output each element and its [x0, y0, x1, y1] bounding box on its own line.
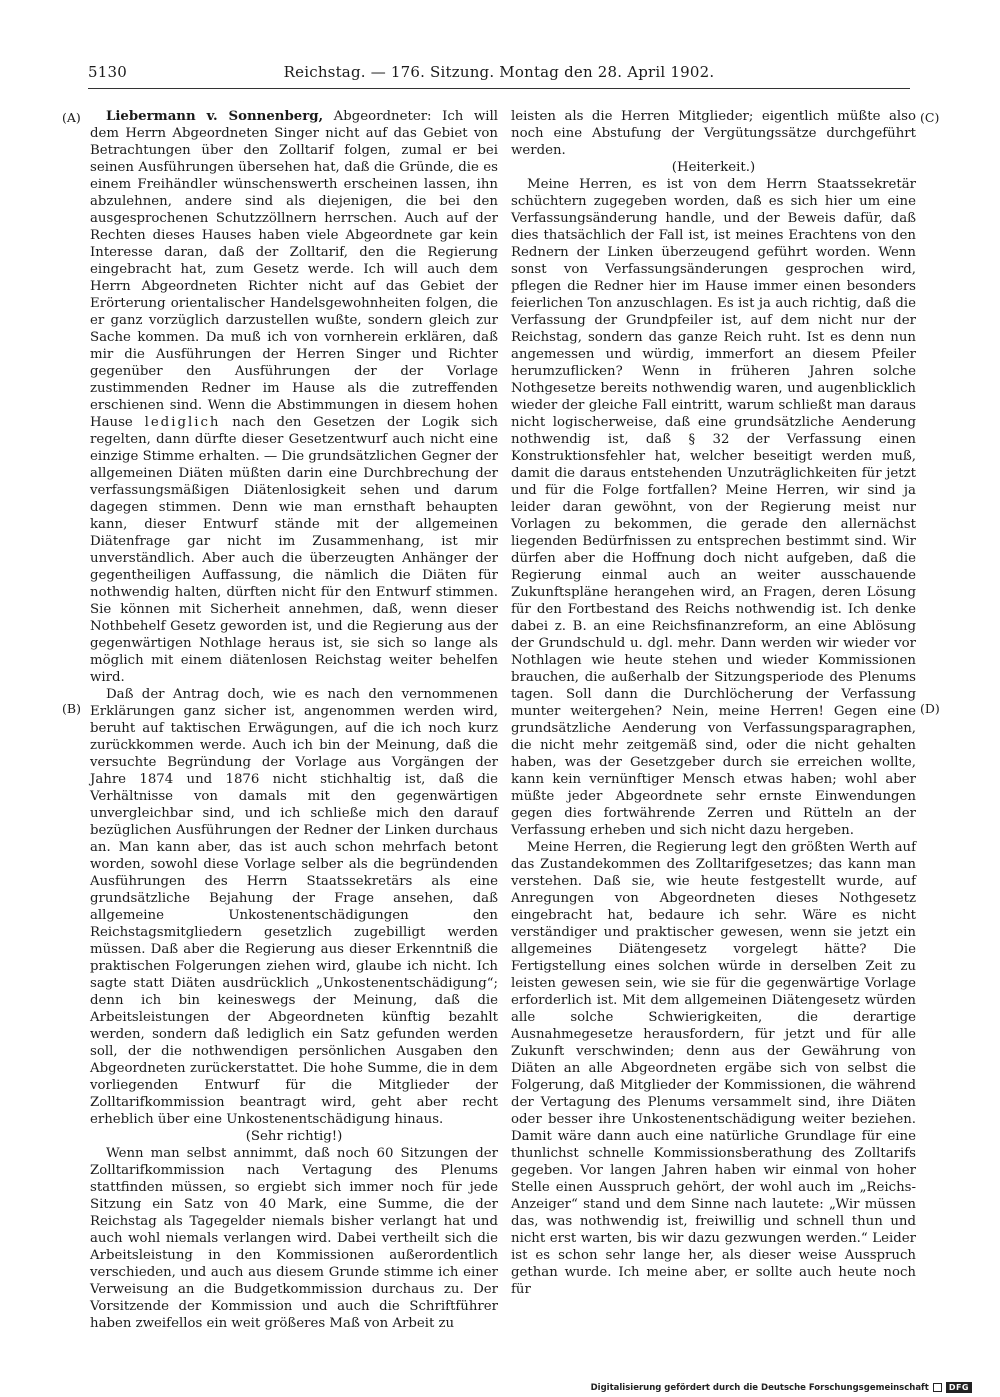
paragraph: leisten als die Herren Mitglieder; eigentlich müßte also noch eine Abstufung der Vergütungssätze durchgeführt werden.: [511, 109, 916, 158]
margin-marker-d: (D): [920, 701, 940, 716]
margin-marker-b: (B): [62, 701, 81, 716]
dfg-logo: DFG: [946, 1382, 972, 1393]
paragraph: Meine Herren, die Regierung legt den größten Werth auf das Zustandekommen des Zolltarifgesetzes; das kann man verstehen. Daß sie, wie heute festgestellt wurde, auf Anregungen von Abgeordneten dieses Nothgesetz eingebracht hat, bedaure ich sehr. Wäre es nicht verständiger und praktischer gewesen, wenn sie jetzt ein allgemeines Diätengesetz vorgelegt hätte? Die Fertigstellung eines solchen würde in derselben Zeit zu leisten gewesen sein, wie sie für die gegenwärtige Vorlage erforderlich ist. Mit dem allgemeinen Diätengesetz würden alle solche Schwierigkeiten, die derartige Ausnahmegesetze herausfordern, für jetzt und für alle Zukunft verschwinden; denn aus der Gewährung von Diäten an alle Abgeordneten ergäbe sich von selbst die Folgerung, daß Mitglieder der Kommissionen, die während der Vertagung des Plenums versammelt sind, ihre Diäten oder besser ihre Unkostenentschädigung weiter beziehen. Damit wäre dann auch eine natürliche Grundlage für eine thunlichst schnelle Kommissionsberathung des Zolltarifs gegeben. Vor langen Jahren haben wir einmal von hoher Stelle einen Ausspruch gehört, der wohl auch im „Reichs-Anzeiger“ stand und dem Sinne nach lautete: „Wir müssen das, was nothwendig ist, freiwillig und schnell thun und nicht erst warten, bis wir dazu gezwungen werden.“ Leider ist es schon sehr lange her, als dieser weise Ausspruch gethan wurde. Ich meine aber, er sollte auch heute noch für: [511, 840, 916, 1297]
paragraph-text: Abgeordneter: Ich will dem Herrn Abgeordneten Singer nicht auf das Gebiet von Betrachtungen über den Zolltarif folgen, zumal er bei seinen Ausführungen übersehen hat, daß die Gründe, die es einem Freihändler wünschenswerth erscheinen lassen, ihn abzulehnen, andere sind als diejenigen, die bei den ausgesprochenen Schutzzöllnern herrschen. Auch auf der Rechten dieses Hauses haben viele Abgeordnete gar kein Interesse daran, daß der Zolltarif, den die Regierung eingebracht hat, zum Gesetz werde. Ich will auch dem Herrn Abgeordneten Richter nicht auf das Gebiet der Erörterung orientalischer Handelsgewohnheiten folgen, die er ganz vorzüglich darzustellen wußte, sondern gleich zur Sache kommen. Da muß ich von vornherein erklären, daß mir die Ausführungen der Herren Singer und Richter gegenüber den Ausführungen der der Vorlage zustimmenden Redner im Hause als die zutreffenden erschienen sind. Wenn die Abstimmungen in diesem hohen Hause: [90, 109, 498, 430]
paragraph: Meine Herren, es ist von dem Herrn Staatssekretär schüchtern zugegeben worden, daß es sich hier um eine Verfassungsänderung handle, und der Beweis dafür, daß dies thatsächlich der Fall ist, ist meines Erachtens von den Rednern der Linken überzeugend geführt worden. Wenn sonst von Verfassungsänderungen gesprochen wird, pflegen die Redner hier im Hause immer einen besonders feierlichen Ton anzuschlagen. Es ist ja auch richtig, daß die Verfassung der Grundpfeiler ist, auf dem nicht nur der Reichstag, sondern das ganze Reich ruht. Ist es denn nun angemessen und würdig, immerfort an diesem Pfeiler herumzuflicken? Wenn in früheren Jahren solche Nothgesetze bereits nothwendig waren, und augenblicklich wieder der gleiche Fall eintritt, warum schließt man daraus nicht logischerweise, daß eine grundsätzliche Aenderung nothwendig ist, daß § 32 der Verfassung einen Konstruktionsfehler hat, welcher beseitigt werden muß, damit die daraus entstehenden Unzuträglichkeiten für jetzt und für die Folge fortfallen? Meine Herren, wir sind ja leider daran gewöhnt, von der Regierung meist nur Vorlagen zu bekommen, die gerade den allernächst liegenden Bedürfnissen zu entsprechen bestimmt sind. Wir dürfen aber die Hoffnung doch nicht aufgeben, daß die Regierung einmal auch an weiter ausschauende Zukunftspläne herangehen wird, an Fragen, deren Lösung für den Fortbestand des Reichs nothwendig ist. Ich denke dabei z. B. an eine Reichsfinanzreform, an eine Ablösung der Grundschuld u. dgl. mehr. Dann werden wir wieder vor Nothlagen wie heute stehen und wieder Kommissionen brauchen, die außerhalb der Sitzungsperiode des Plenums tagen. Soll dann die Durchlöcherung der Verfassung munter weitergehen? Nein, meine Herren! Gegen eine grundsätzliche Aenderung von Verfassungsparagraphen, die nicht mehr zeitgemäß sind, oder die nicht gehalten haben, was der Gesetzgeber durch sie erreichen wollte, kann kein vernünftiger Mensch etwas haben; wohl aber müßte jeder Abgeordnete sehr ernste Einwendungen gegen dies fortwährende Zerren und Rütteln an der Verfassung erheben und sich nicht dazu hergeben.: [511, 177, 916, 838]
emphasized-word: lediglich: [144, 415, 221, 430]
interjection: (Sehr richtig!): [245, 1129, 343, 1144]
footer: [591, 1382, 972, 1393]
paragraph-text: nach den Gesetzen der Logik sich regelten, dann dürfte dieser Gesetzentwurf auch nicht eine einzige Stimme erhalten. — Die grundsätzlichen Gegner der allgemeinen Diäten müßten darin eine Durchbrechung der verfassungsmäßigen Diätenlosigkeit sehen und darum dagegen stimmen. Denn wie man ernsthaft behaupten kann, dieser Entwurf stände mit der allgemeinen Diätenfrage gar nicht im Zusammenhang, ist mir unverständlich. Aber auch die überzeugten Anhänger der gegentheiligen Auffassung, die nämlich die Diäten für nothwendig halten, dürften nicht für den Entwurf stimmen. Sie können mit Sicherheit annehmen, daß, wenn dieser Nothbehelf Gesetz geworden ist, und die Regierung aus der gegenwärtigen Nothlage heraus ist, sie sich so lange als möglich mit einem diätenlosen Reichstag weiter behelfen wird.: [90, 415, 498, 685]
header-rule: [88, 88, 910, 89]
running-title: Reichstag. — 176. Sitzung. Montag den 28. April 1902.: [283, 63, 715, 81]
page-number: 5130: [88, 63, 127, 81]
speaker-name: Liebermann v. Sonnenberg,: [106, 109, 324, 124]
margin-marker-c: (C): [920, 110, 940, 125]
paragraph: Daß der Antrag doch, wie es nach den vernommenen Erklärungen ganz sicher ist, angenommen werden wird, beruht auf taktischen Erwägungen, auf die ich noch kurz zurückkommen werde. Auch ich bin der Meinung, daß die versuchte Begründung der Vorlage aus Vorgängen der Jahre 1874 und 1876 nicht stichhaltig ist, daß die Verhältnisse von damals mit den gegenwärtigen unvergleichbar sind, und ich schließe mich den darauf bezüglichen Ausführungen der Redner der Linken durchaus an. Man kann aber, das ist auch schon mehrfach betont worden, sowohl diese Vorlage selber als die begründenden Ausführungen des Herrn Staatssekretärs als eine grundsätzliche Bejahung der Frage ansehen, daß allgemeine Unkostenentschädigungen den Reichstagsmitgliedern gesetzlich zugebilligt werden müssen. Daß aber die Regierung aus dieser Erkenntniß die praktischen Folgerungen ziehen wird, glaube ich nicht. Ich sagte statt Diäten ausdrücklich „Unkostenentschädigung“; denn ich bin keineswegs der Meinung, daß die Arbeitsleistungen der Abgeordneten künftig bezahlt werden, sondern daß lediglich ein Satz gefunden werden soll, der die nothwendigen persönlichen Ausgaben den Abgeordneten zurückerstattet. Die hohe Summe, die in dem vorliegenden Entwurf für die Mitglieder der Zolltarifkommission beantragt wird, geht aber recht erheblich über eine Unkostenentschädigung hinaus.: [90, 687, 498, 1127]
paragraph: Wenn man selbst annimmt, daß noch 60 Sitzungen der Zolltarifkommission nach Vertagung des Plenums stattfinden müssen, so ergiebt sich immer noch für jede Sitzung ein Satz von 40 Mark, eine Summe, die der Reichstag als Tagegelder niemals bisher verlangt hat und auch wohl niemals verlangen wird. Dabei vertheilt sich die Arbeitsleistung in den Kommissionen außerordentlich verschieden, und auch aus diesem Grunde stimme ich einer Verweisung an die Budgetkommission durchaus zu. Der Vorsitzende der Kommission und auch die Schriftführer haben zweifellos ein weit größeres Maß von Arbeit zu: [90, 1146, 498, 1331]
margin-marker-a: (A): [62, 110, 81, 125]
left-column: [90, 108, 498, 1332]
right-column: [511, 108, 916, 1298]
page-header: [88, 63, 910, 85]
paragraph: [90, 108, 498, 686]
funding-note: Digitalisierung gefördert durch die Deutsche Forschungsgemeinschaft: [590, 1382, 929, 1393]
dfg-mark-icon: [933, 1383, 942, 1392]
interjection: (Heiterkeit.): [671, 160, 756, 175]
